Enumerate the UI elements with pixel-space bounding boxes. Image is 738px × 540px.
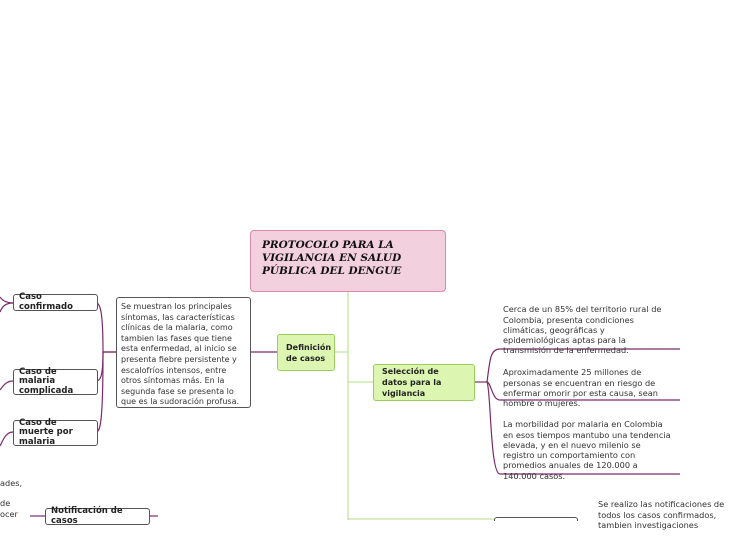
central-topic[interactable] (250, 230, 446, 292)
case-confirmado-label: Caso confirmado (19, 292, 73, 312)
fact-morbilidad (503, 409, 673, 481)
fact-millones-riesgo (503, 357, 668, 408)
branch-notificacion-casos[interactable] (45, 508, 150, 525)
branch-notificacion-label: Notificación de casos (51, 506, 123, 526)
case-malaria-complicada[interactable] (13, 366, 98, 396)
central-topic-title: PROTOCOLO PARA LA VIGILANCIA EN SALUD PÚBLICA DEL DENGUE (262, 239, 402, 277)
fragment-left-1-text: ades, (0, 478, 23, 488)
fragment-left-3-text: ocer (0, 509, 18, 519)
fragment-left-3 (0, 509, 40, 519)
fragment-left-2-text: de (0, 498, 11, 508)
case-confirmado[interactable] (13, 294, 98, 311)
partial-node-bottom[interactable] (494, 517, 578, 521)
fact-territorio-rural (503, 294, 668, 356)
definicion-description-text: Se muestran los principales síntomas, las características clínicas de la malaria, como tambien las fases que tiene esta enfermedad, al inicio se presenta fiebre persistente y escalofríos intensos, entre otros síntomas más. En la segunda fase se presenta lo que es la sudoración profusa. (121, 302, 240, 407)
fragment-left-1 (0, 478, 40, 488)
stub-left-2 (0, 381, 13, 390)
fragment-left-2 (0, 498, 40, 508)
hub-to-caso-confirmado (96, 303, 103, 352)
stub-left-3 (0, 432, 13, 446)
fact-2-text: Aproximadamente 25 millones de personas se encuentran en riesgo de enfermar omorir por esta causa, sean hombre o mujeres. (503, 367, 658, 409)
branch-definicion-casos[interactable] (277, 334, 335, 371)
case-muerte-malaria-label: Caso de muerte por malaria (19, 417, 73, 447)
case-muerte-malaria[interactable] (13, 417, 98, 447)
fact-3-text: La morbilidad por malaria en Colombia en esos tiempos mantubo una tendencia elevada, y en el nuevo milenio se registro un comportamiento con promedios anuales de 120.000 a 140.000 casos. (503, 419, 671, 481)
fragment-notificaciones-text: Se realizo las notificaciones de todos los casos confirmados, tambien investigaciones (598, 499, 725, 530)
definicion-description[interactable] (116, 297, 251, 408)
stub-left-1b (0, 297, 13, 303)
branch-seleccion-datos[interactable] (373, 364, 475, 401)
case-malaria-complicada-label: Caso de malaria complicada (19, 366, 74, 396)
fragment-notificaciones (598, 489, 725, 530)
branch-definicion-label: Definición de casos (286, 342, 332, 363)
fact-1-text: Cerca de un 85% del territorio rural de Colombia, presenta condiciones climáticas, geográficas y epidemiológicas aptas para la transmisión de la enfermedad. (503, 304, 662, 356)
stub-left-1 (0, 303, 13, 312)
branch-seleccion-label: Selección de datos para la vigilancia (382, 367, 442, 398)
